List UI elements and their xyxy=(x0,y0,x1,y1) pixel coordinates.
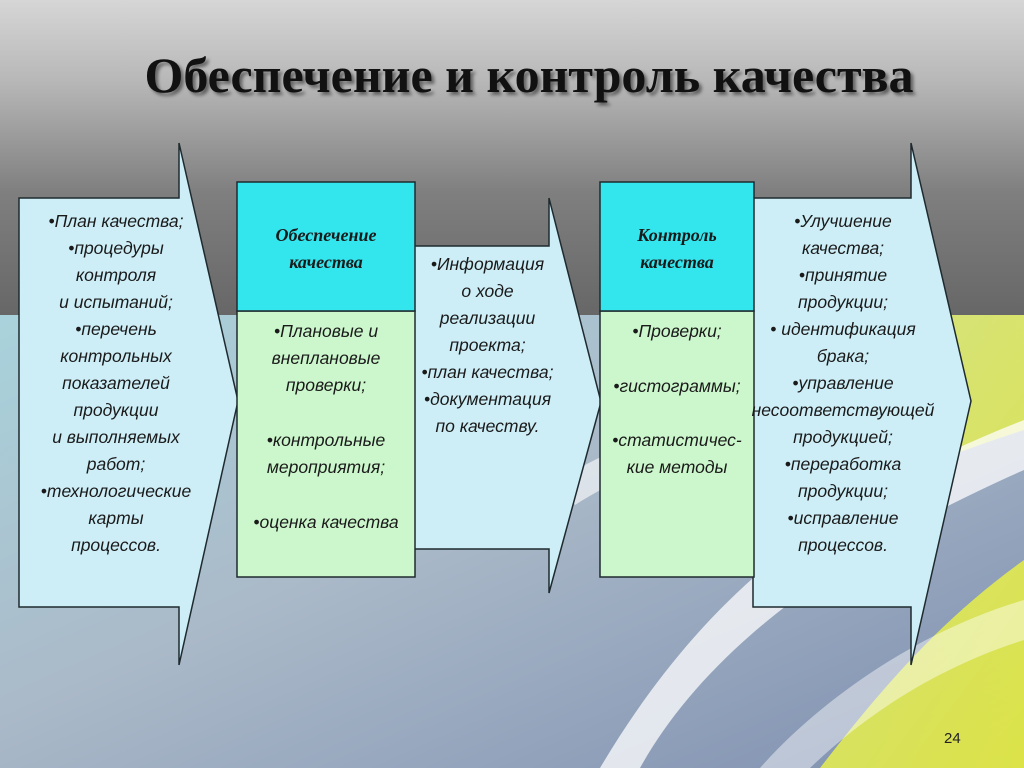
assurance-item-quality-assessment xyxy=(237,509,415,536)
text-line: внеплановые xyxy=(271,348,381,368)
text-line: и выполняемых xyxy=(52,427,180,447)
input-arrow-text xyxy=(20,208,212,559)
text-line: качества; xyxy=(801,238,885,258)
assurance-item-control-measures xyxy=(237,427,415,481)
text-line: проверки; xyxy=(285,375,367,395)
text-line: продукции xyxy=(73,400,159,420)
text-line: •план качества; xyxy=(421,362,554,382)
text-line: мероприятия; xyxy=(266,457,386,477)
text-line: •Информация xyxy=(430,254,545,274)
text-line: •переработка xyxy=(784,454,902,474)
text-line: по качеству. xyxy=(435,416,540,436)
header-line: качества xyxy=(640,252,714,272)
header-line: Обеспечение xyxy=(275,225,377,245)
text-line: карты xyxy=(88,508,144,528)
text-line: кие методы xyxy=(626,457,728,477)
text-line: •гистограммы; xyxy=(613,376,741,396)
text-line: •перечень xyxy=(75,319,157,339)
text-line: проекта; xyxy=(449,335,526,355)
text-line: о ходе xyxy=(461,281,514,301)
text-line: • идентификация xyxy=(770,319,916,339)
assurance-item-planned-checks xyxy=(237,318,415,399)
text-line: реализации xyxy=(439,308,536,328)
control-header-text xyxy=(600,222,754,276)
text-line: •Проверки; xyxy=(632,321,722,341)
text-line: несоответствующей xyxy=(751,400,935,420)
header-line: качества xyxy=(289,252,363,272)
text-line: процессов. xyxy=(71,535,161,555)
assurance-header-text xyxy=(237,222,415,276)
slide-title: Обеспечение и контроль качества xyxy=(144,47,914,103)
text-line: •документация xyxy=(423,389,552,409)
text-line: работ; xyxy=(86,454,146,474)
text-line: •статистичес- xyxy=(612,430,742,450)
text-line: •технологические xyxy=(40,481,192,501)
text-line: и испытаний; xyxy=(59,292,173,312)
text-line: •оценка качества xyxy=(253,512,399,532)
text-line: •процедуры xyxy=(68,238,164,258)
text-line: продукции; xyxy=(798,292,888,312)
text-line: брака; xyxy=(816,346,870,366)
middle-arrow-text xyxy=(400,251,575,440)
text-line: показателей xyxy=(62,373,170,393)
text-line: •контрольные xyxy=(266,430,386,450)
text-line: продукции; xyxy=(798,481,888,501)
text-line: процессов. xyxy=(798,535,888,555)
text-line: •План качества; xyxy=(48,211,184,231)
output-arrow-text xyxy=(738,208,948,559)
text-line: продукцией; xyxy=(793,427,893,447)
text-line: •управление xyxy=(792,373,894,393)
text-line: •принятие xyxy=(798,265,888,285)
text-line: •Улучшение xyxy=(794,211,892,231)
page-number: 24 xyxy=(944,730,961,747)
header-line: Контроль xyxy=(637,225,717,245)
text-line: •Плановые и xyxy=(273,321,379,341)
text-line: контрольных xyxy=(60,346,172,366)
text-line: •исправление xyxy=(787,508,899,528)
text-line: контроля xyxy=(75,265,157,285)
